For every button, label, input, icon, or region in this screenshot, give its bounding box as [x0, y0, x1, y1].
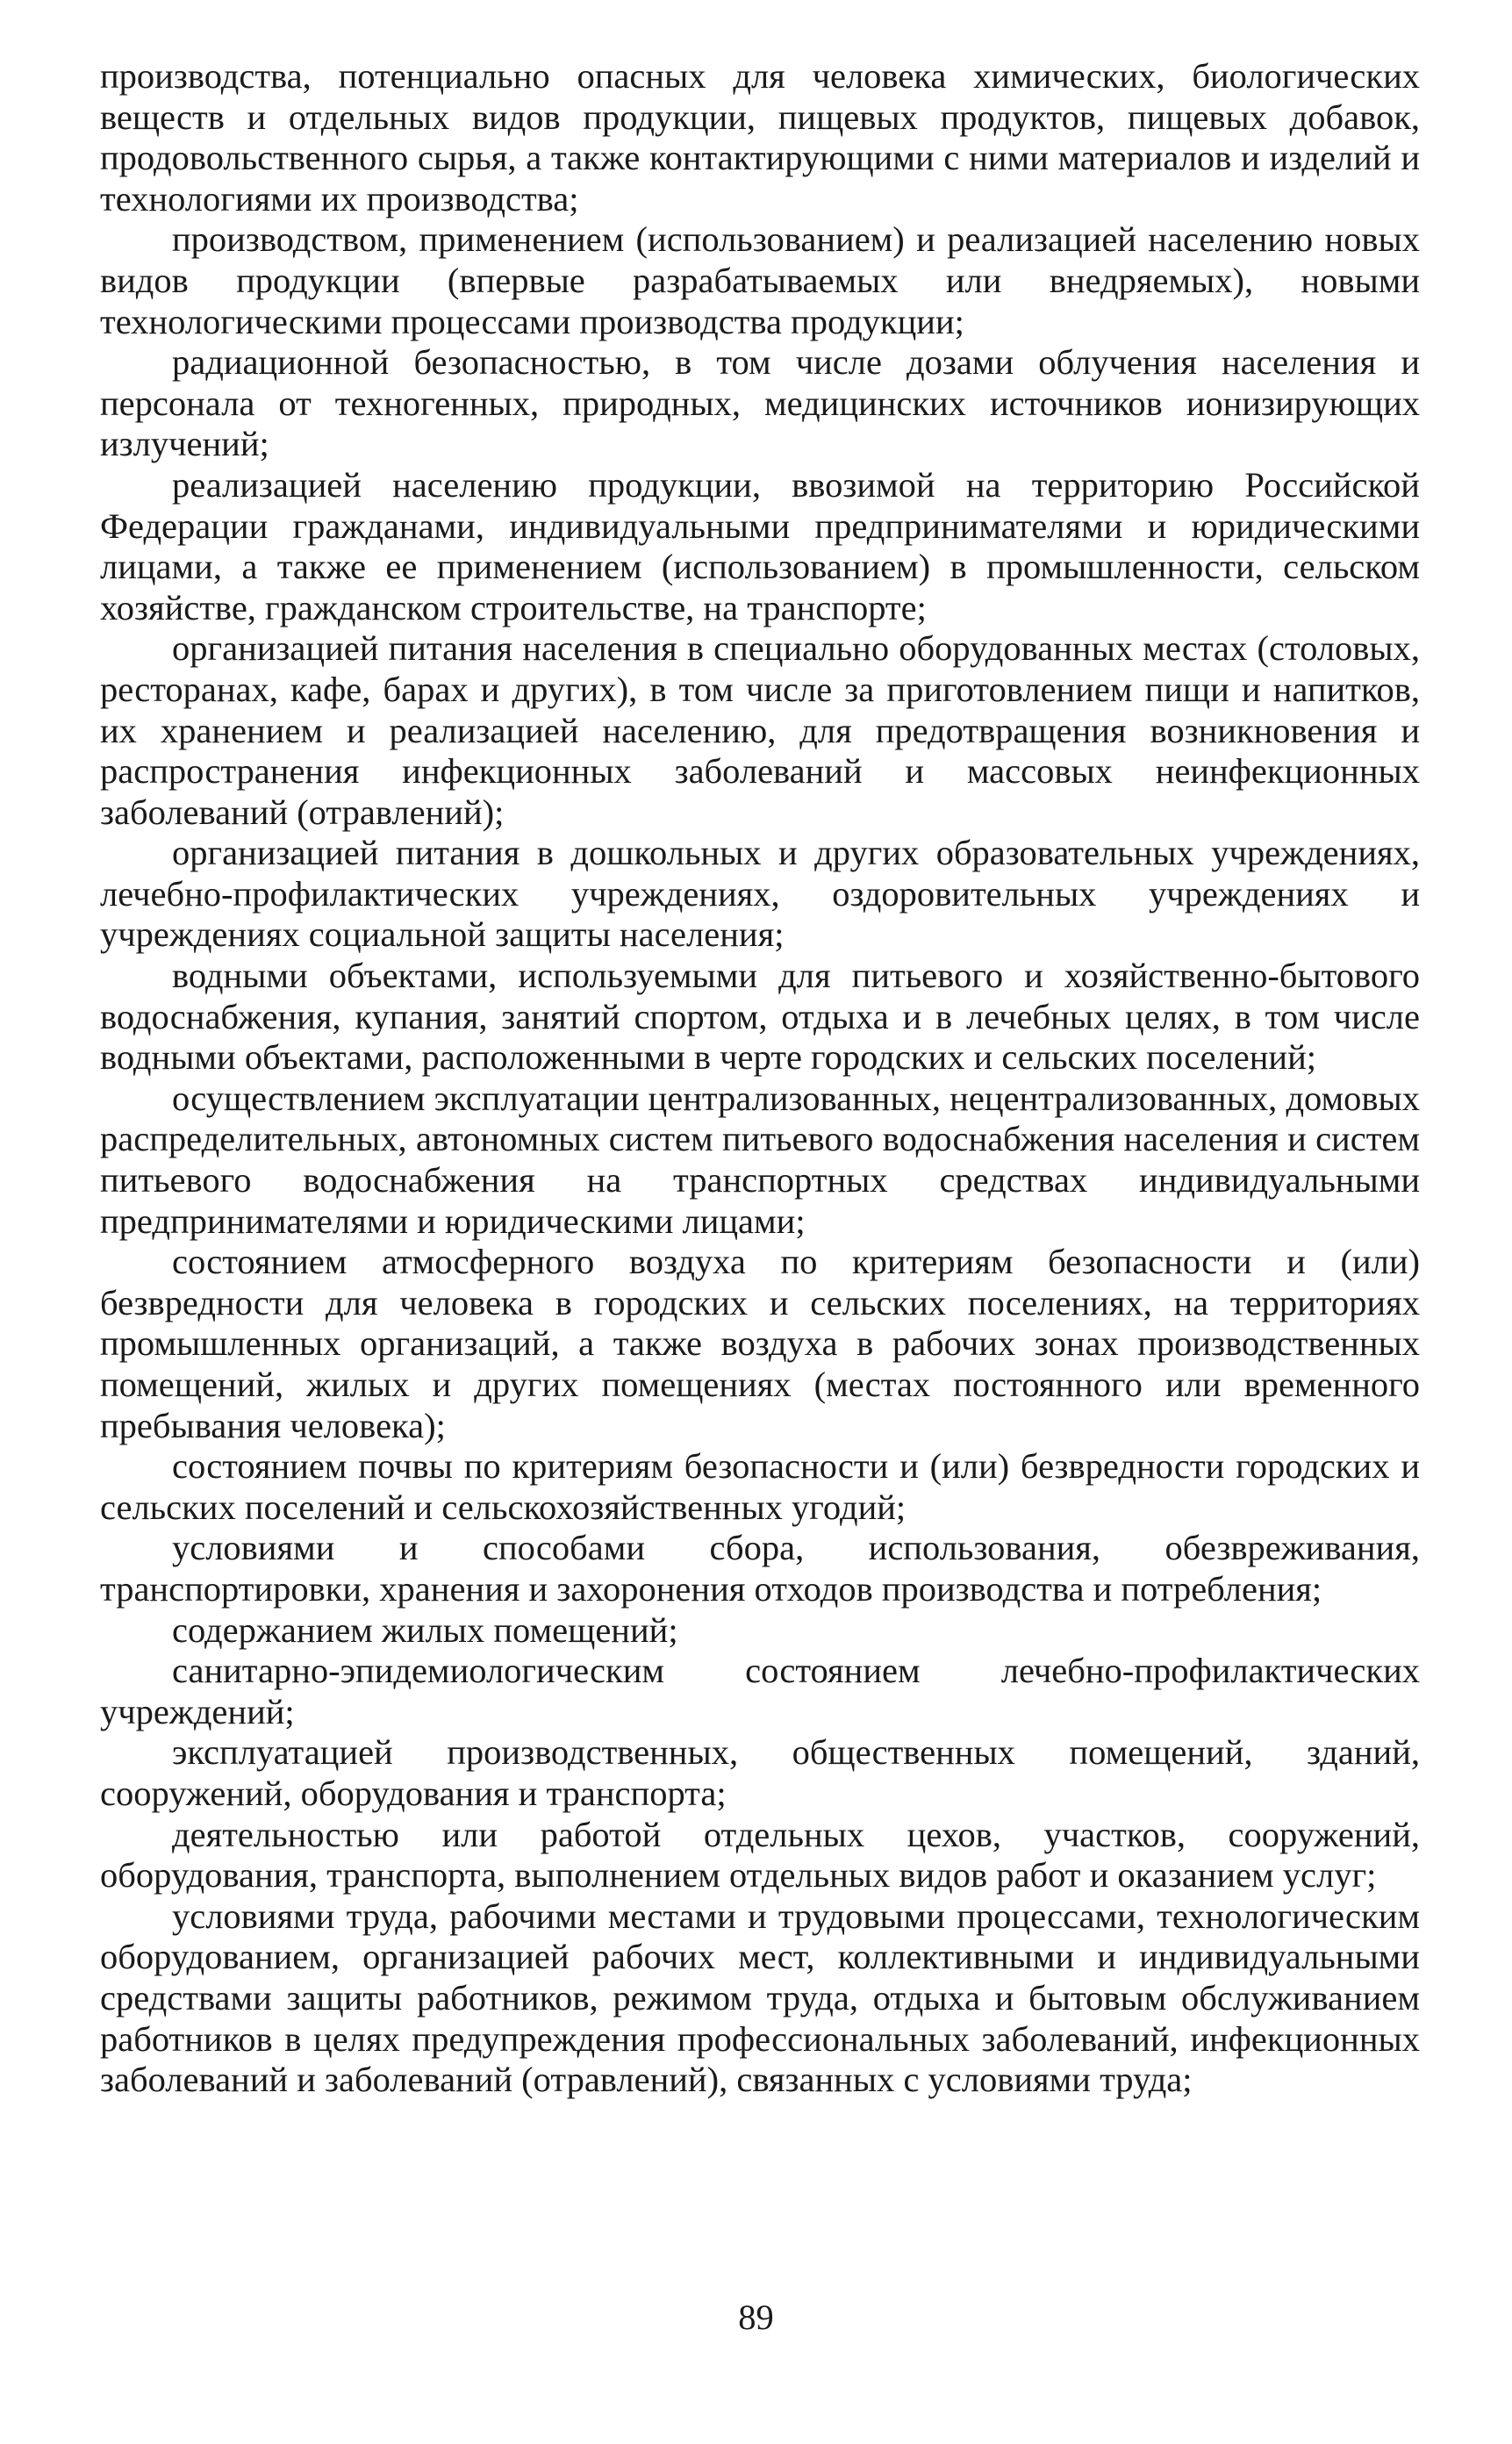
paragraph-13: санитарно-эпидемиологическим состоянием лечебно-профилактических учреждений; [100, 1651, 1420, 1731]
paragraph-16: условиями труда, рабочими местами и трудовыми процессами, технологическим оборудованием, организацией рабочих мест, коллективными и индивидуальными средствами защиты работников, режимом труда, отдыха и бытовым обслуживанием работников в целях предупреждения профессиональных заболеваний, инфекционных заболеваний и заболеваний (отравлений), связанных с условиями труда; [100, 1896, 1420, 2100]
paragraph-3: радиационной безопасностью, в том числе дозами облучения населения и персонала от техногенных, природных, медицинских источников ионизирующих излучений; [100, 342, 1420, 464]
paragraph-7: водными объектами, используемыми для питьевого и хозяйственно-бытового водоснабжения, купания, занятий спортом, отдыха и в лечебных целях, в том числе водными объектами, расположенными в черте городских и сельских поселений; [100, 956, 1420, 1078]
paragraph-11: условиями и способами сбора, использования, обезвреживания, транспортировки, хранения и захоронения отходов производства и потребления; [100, 1528, 1420, 1609]
paragraph-8: осуществлением эксплуатации централизованных, нецентрализованных, домовых распределительных, автономных систем питьевого водоснабжения населения и систем питьевого водоснабжения на транспортных средствах индивидуальными предпринимателями и юридическими лицами; [100, 1078, 1420, 1241]
paragraph-14: эксплуатацией производственных, общественных помещений, зданий, сооружений, оборудования и транспорта; [100, 1732, 1420, 1813]
paragraph-4: реализацией населению продукции, ввозимой на территорию Российской Федерации гражданами, индивидуальными предпринимателями и юридическими лицами, а также ее применением (использованием) в промышленности, сельском хозяйстве, гражданском строительстве, на транспорте; [100, 464, 1420, 627]
paragraph-10: состоянием почвы по критериям безопасности и (или) безвредности городских и сельских поселений и сельскохозяйственных угодий; [100, 1446, 1420, 1527]
paragraph-6: организацией питания в дошкольных и других образовательных учреждениях, лечебно-профилактических учреждениях, оздоровительных учреждениях и учреждениях социальной защиты населения; [100, 833, 1420, 955]
paragraph-2: производством, применением (использованием) и реализацией населению новых видов продукции (впервые разрабатываемых или внедряемых), новыми технологическими процессами производства продукции; [100, 219, 1420, 341]
page-number: 89 [738, 2297, 774, 2337]
paragraph-12: содержанием жилых помещений; [172, 1609, 678, 1650]
paragraph-15: деятельностью или работой отдельных цехов, участков, сооружений, оборудования, транспорта, выполнением отдельных видов работ и оказанием услуг; [100, 1814, 1420, 1896]
paragraph-1: производства, потенциально опасных для человека химических, биологических веществ и отдельных видов продукции, пищевых продуктов, пищевых добавок, продовольственного сырья, а также контактирующими с ними материалов и изделий и технологиями их производства; [100, 56, 1420, 219]
page-body [100, 56, 1420, 2101]
paragraph-9: состоянием атмосферного воздуха по критериям безопасности и (или) безвредности для человека в городских и сельских поселениях, на территориях промышленных организаций, а также воздуха в рабочих зонах производственных помещений, жилых и других помещениях (местах постоянного или временного пребывания человека); [100, 1242, 1420, 1445]
paragraph-5: организацией питания населения в специально оборудованных местах (столовых, ресторанах, кафе, барах и других), в том числе за приготовлением пищи и напитков, их хранением и реализацией населению, для предотвращения возникновения и распространения инфекционных заболеваний и массовых неинфекционных заболеваний (отравлений); [100, 628, 1420, 832]
